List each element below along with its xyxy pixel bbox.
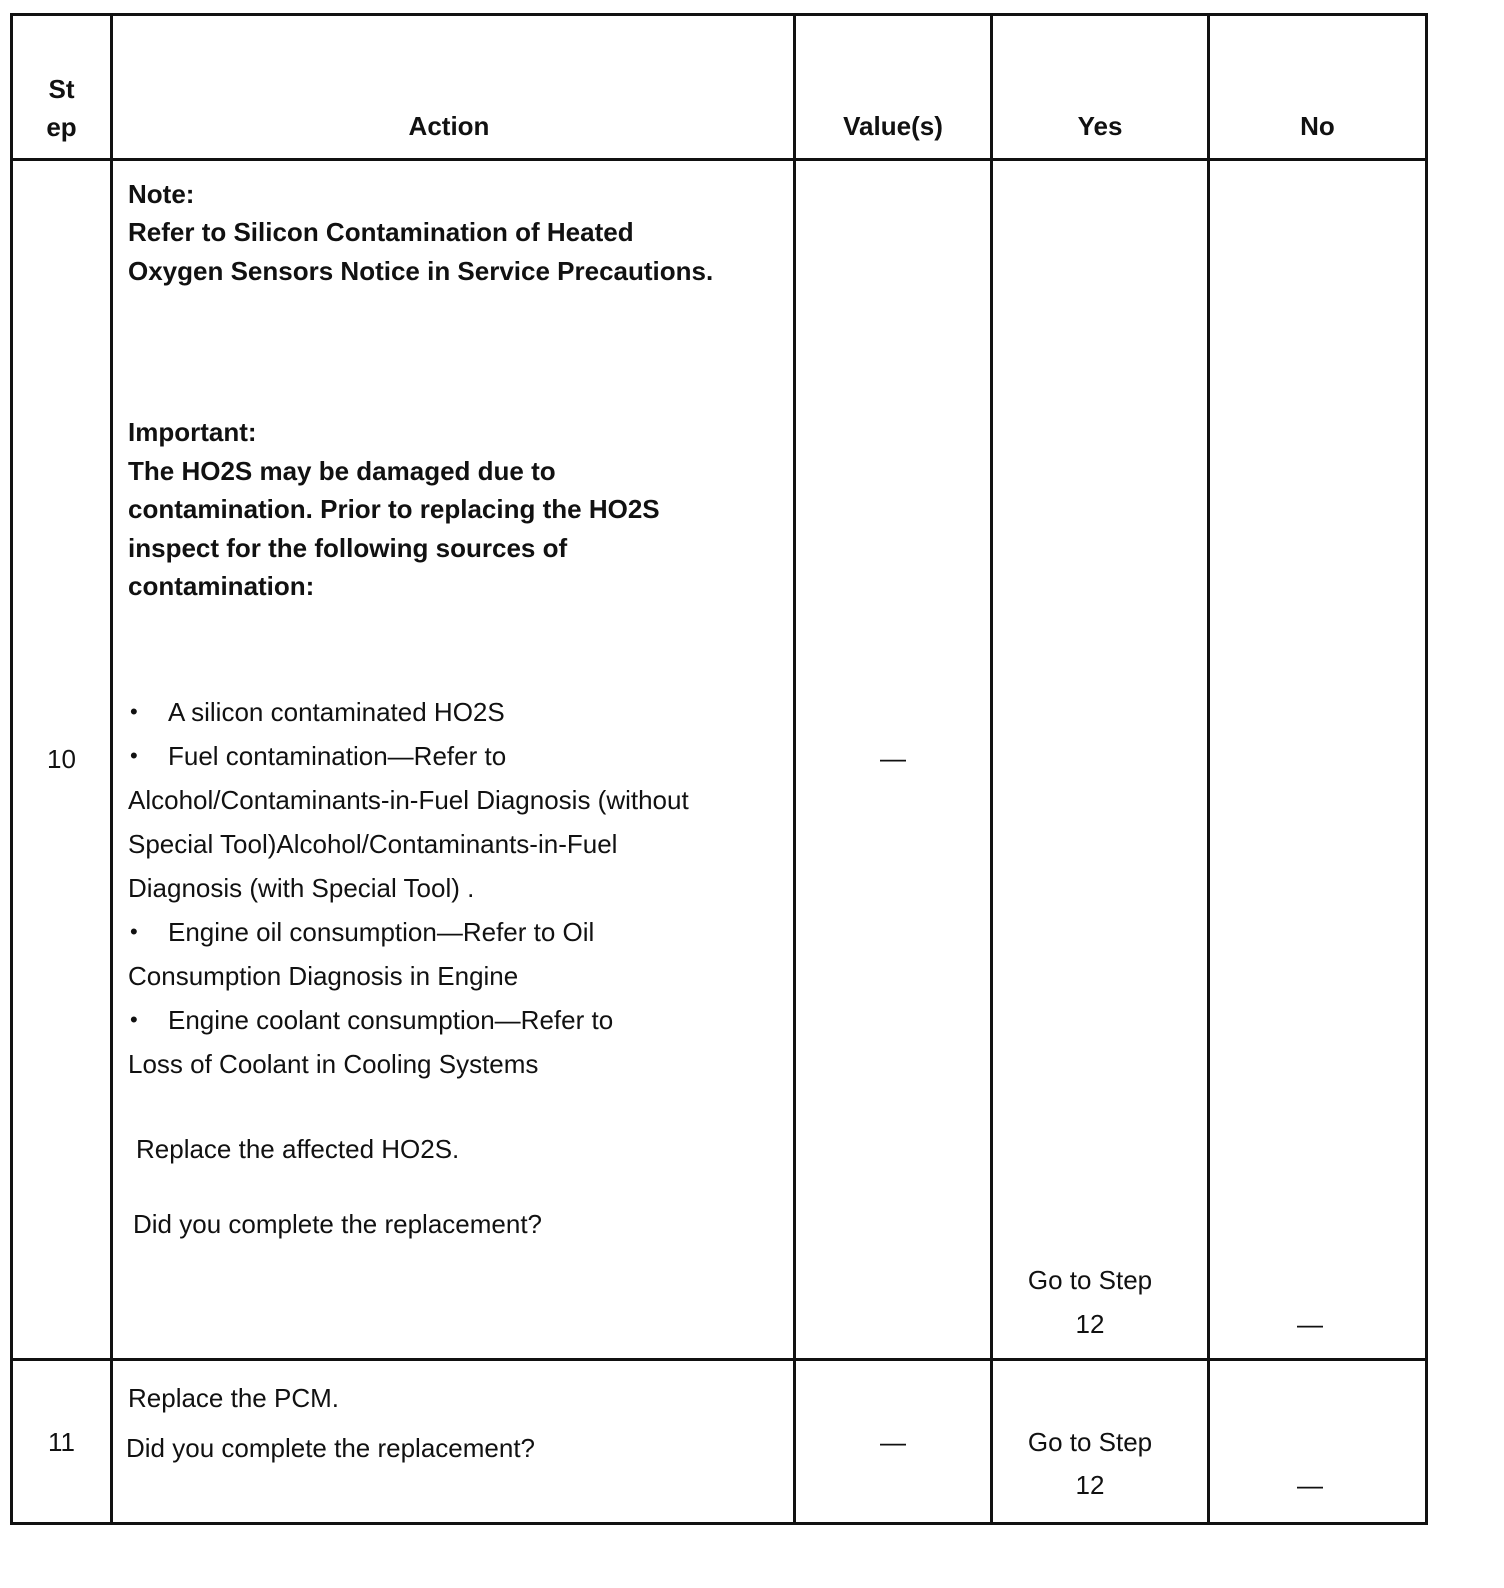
note-text-line: Oxygen Sensors Notice in Service Precautions. [128,256,714,286]
table-border-top [10,13,1428,16]
header-no: No [1300,111,1335,141]
instruction-text: Replace the PCM. [128,1383,339,1413]
question-text: Did you complete the replacement? [133,1209,543,1239]
header-step-line1: St [48,74,75,104]
instruction-text: Replace the affected HO2S. [136,1134,460,1164]
note-text-line: Refer to Silicon Contamination of Heated [128,217,634,247]
value-cell: — [880,743,906,773]
note-label: Note: [128,179,195,209]
step-number-10: 10 [47,744,76,774]
column-divider [1207,13,1210,1525]
header-step-line2: ep [46,112,77,142]
bullet-icon: • [130,743,138,768]
list-item-continuation: Consumption Diagnosis in Engine [128,961,519,991]
table-border-bottom [10,1522,1428,1525]
value-cell: — [880,1427,906,1457]
row-divider [10,158,1428,161]
list-item: A silicon contaminated HO2S [168,697,505,727]
question-text: Did you complete the replacement? [126,1433,536,1463]
bullet-icon: • [130,1007,138,1032]
bullet-icon: • [130,919,138,944]
diagnostic-table [10,13,1428,1525]
important-text-line: inspect for the following sources of [128,533,568,563]
row-divider [10,1358,1428,1361]
list-item-continuation: Alcohol/Contaminants-in-Fuel Diagnosis (without [128,785,689,815]
step-number-11: 11 [48,1427,75,1457]
important-text-line: contamination. Prior to replacing the HO2S [128,494,660,524]
list-item: Engine oil consumption—Refer to Oil [168,917,595,947]
list-item-continuation: Loss of Coolant in Cooling Systems [128,1049,539,1079]
no-cell: — [1297,1309,1323,1339]
table-border-right [1425,13,1428,1525]
yes-goto-line1: Go to Step [1027,1427,1153,1457]
yes-goto-line2: 12 [1075,1309,1105,1339]
yes-goto-line2: 12 [1075,1470,1105,1500]
important-text-line: The HO2S may be damaged due to [128,456,556,486]
list-item: Engine coolant consumption—Refer to [168,1005,614,1035]
yes-goto-line1: Go to Step [1027,1265,1153,1295]
column-divider [110,13,113,1525]
no-cell: — [1297,1470,1323,1500]
bullet-icon: • [130,699,138,724]
header-action: Action [408,111,490,141]
header-yes: Yes [1077,111,1123,141]
list-item-continuation: Diagnosis (with Special Tool) . [128,873,475,903]
list-item-continuation: Special Tool)Alcohol/Contaminants-in-Fuel [128,829,618,859]
list-item: Fuel contamination—Refer to [168,741,507,771]
important-text-line: contamination: [128,571,315,601]
important-label: Important: [128,417,257,447]
header-values: Value(s) [843,111,943,141]
